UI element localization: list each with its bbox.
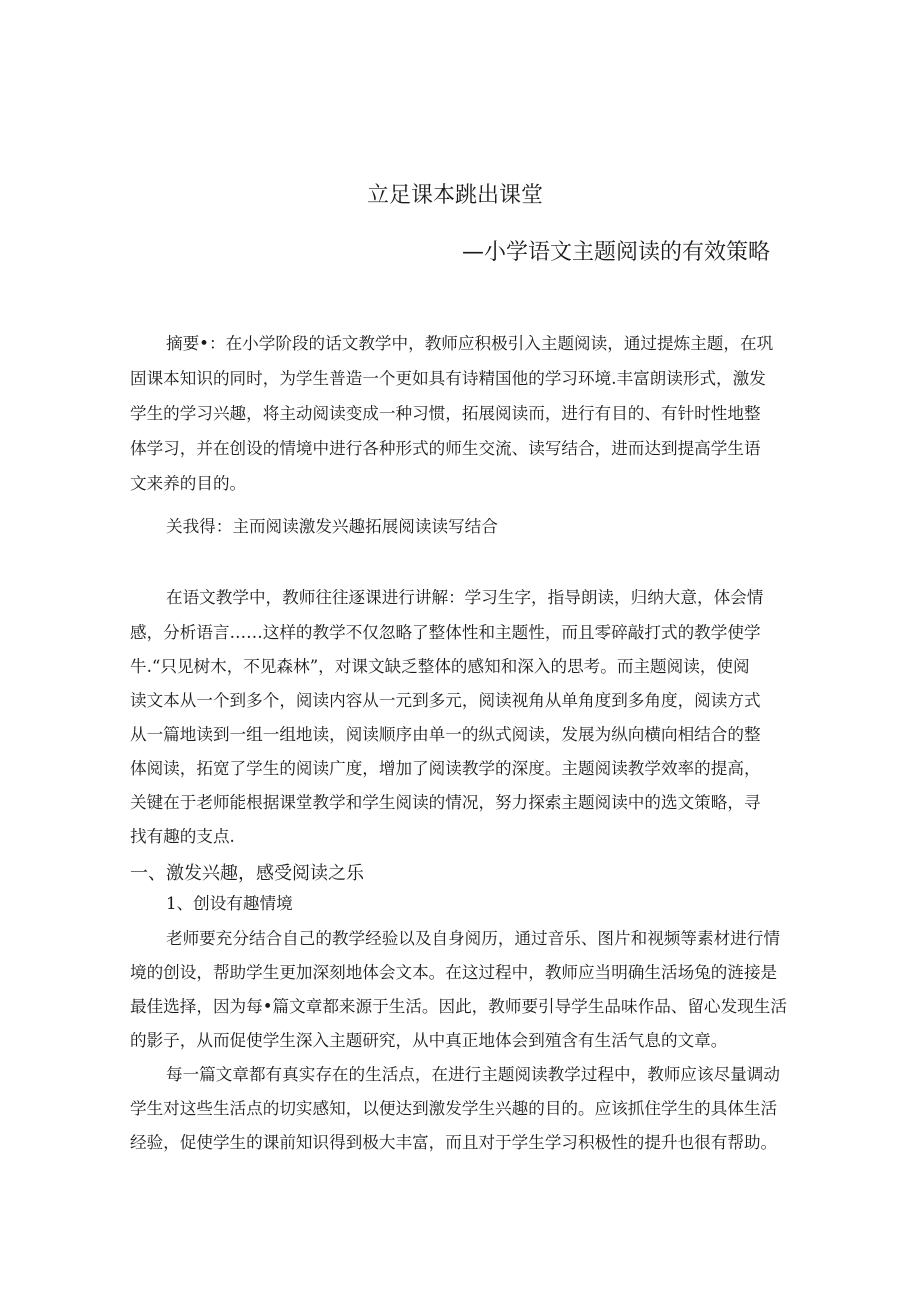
paragraph-line: 经验，促使学生的课前知识得到极大丰富，而且对于学生学习积极性的提升也很有帮助。 xyxy=(130,1133,778,1152)
abstract-line: 摘要•：在小学阶段的话文教学中，教师应积极引入主题阅读，通过提炼主题，在巩 xyxy=(166,334,774,353)
section-heading: 一、激发兴趣，感受阅读之乐 xyxy=(130,863,364,884)
paragraph-line: 境的创设，帮助学生更加深刻地体会文本。在这过程中，教师应当明确生活场兔的涟接是 xyxy=(130,963,778,982)
document-subtitle: —小学语文主题阅读的有效策略 xyxy=(462,240,771,265)
paragraph-line: 老师要充分结合自己的教学经验以及自身阅历，通过音乐、图片和视频等素材进行情 xyxy=(166,929,780,948)
paragraph-line: 学生对这些生活点的切实感知，以便达到激发学生兴趣的目的。应该抓住学生的具体生活 xyxy=(130,1099,778,1118)
intro-line: 感，分析语言……这样的教学不仅忽略了整体性和主题性，而且零碎敲打式的教学使学 xyxy=(130,623,761,642)
paragraph-line: 的影子，从而促使学生深入主题研究，从中真正地体会到殖含有生活气息的文章。 xyxy=(130,1031,728,1050)
abstract-line: 文来养的目的。 xyxy=(130,474,247,493)
intro-line: 体阅读，拓宽了学生的阅读广度，增加了阅读教学的深度。主题阅读教学效率的提高， xyxy=(130,759,761,778)
abstract-line: 固课本知识的同时，为学生普造一个更如具有诗精国他的学习环境.丰富朗读形式，激发 xyxy=(130,369,766,388)
intro-line: 读文本从一个到多个，阅读内容从一元到多元，阅读视角从单角度到多角度，阅读方式 xyxy=(130,691,761,710)
abstract-line: 体学习，并在创设的情境中进行各种形式的师生交流、读写结合，进而达到提高学生语 xyxy=(130,439,761,458)
intro-line: 关键在于老师能根据课堂教学和学生阅读的情况，努力探索主题阅读中的选文策略，寻 xyxy=(130,793,761,812)
document-title: 立足课本跳出课堂 xyxy=(367,183,544,208)
abstract-line: 学生的学习兴趣，将主动阅读变成一种习惯，拓展阅读而，进行有目的、有针时性地整 xyxy=(130,404,761,423)
subsection-heading: 1、创设有趣情境 xyxy=(166,894,293,913)
intro-line: 牛.“只见树木，不见森林”，对课文缺乏整体的感知和深入的思考。而主题阅读，使阅 xyxy=(130,657,750,676)
paragraph-line: 每一篇文章都有真实存在的生活点，在进行主题阅读教学过程中，教师应该尽量调动 xyxy=(166,1065,780,1084)
intro-line: 找有趣的支点. xyxy=(130,827,235,846)
keywords-line: 关我得：主而阅读激发兴趣拓展阅读读写结合 xyxy=(166,517,498,536)
paragraph-line: 最佳选择，因为每•篇文章都来源于生活。因此，教师要引导学生品味作品、留心发现生活 xyxy=(130,997,787,1016)
intro-line: 从一篇地读到一组一组地读，阅读顺序由单一的纵式阅读，发展为纵向横向相结合的整 xyxy=(130,725,761,744)
intro-line: 在语文教学中，教师往往逐课进行讲解：学习生字，指导朗读，归纳大意，体会情 xyxy=(166,588,764,607)
